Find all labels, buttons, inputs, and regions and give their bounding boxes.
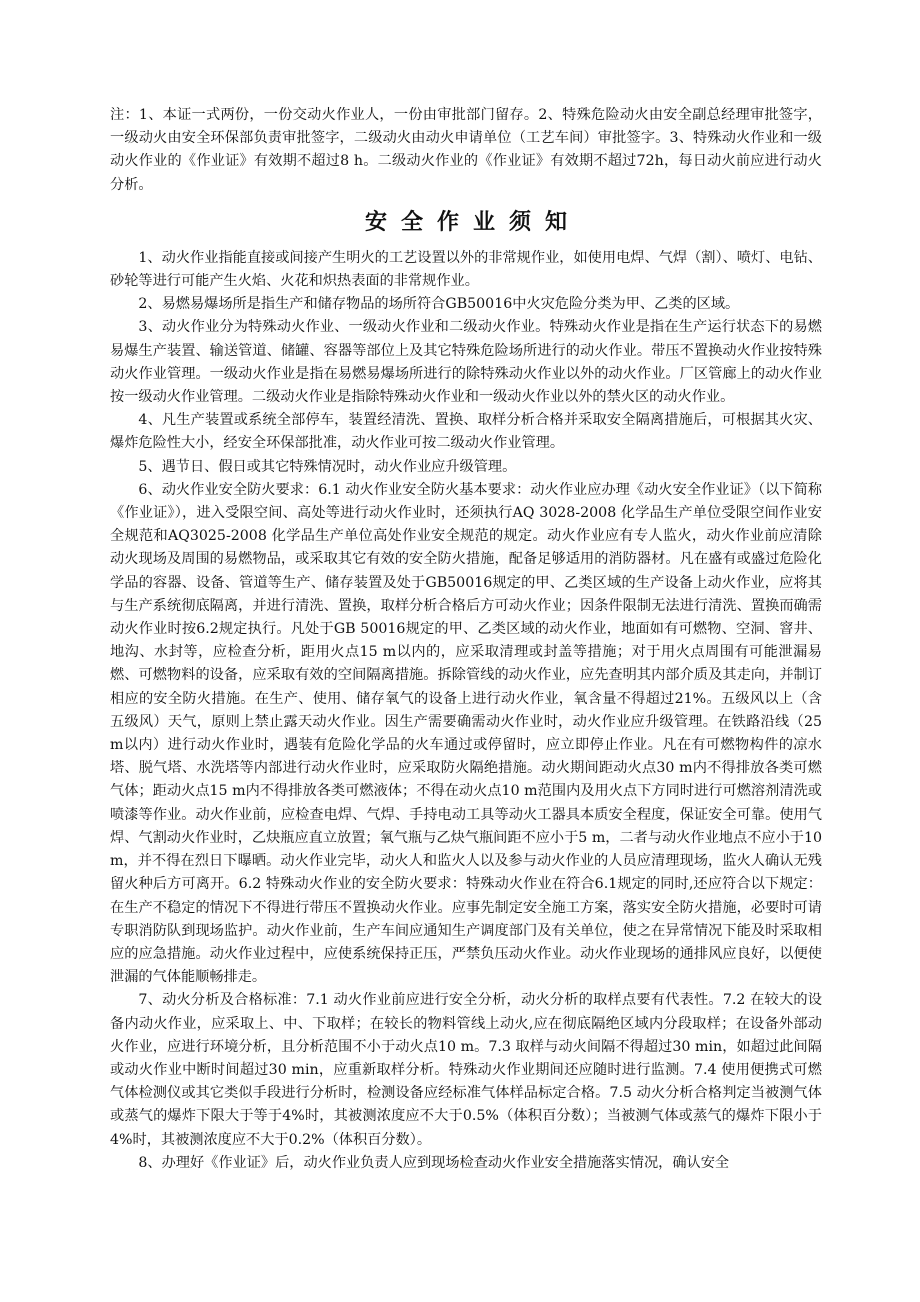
section-title: 安全作业须知 (364, 208, 581, 235)
document-page (110, 104, 822, 1175)
paragraph-3: 3、动火作业分为特殊动火作业、一级动火作业和二级动火作业。特殊动火作业是指在生产运行状态下的易燃易爆生产装置、输送管道、储罐、容器等部位上及其它特殊危险场所进行的动火作业。带压不置换动火作业按特殊动火作业管理。一级动火作业是指在易燃易爆场所进行的除特殊动火作业以外的动火作业。厂区管廊上的动火作业按一级动火作业管理。二级动火作业是指除特殊动火作业和一级动火作业以外的禁火区的动火作业。 (110, 319, 822, 406)
paragraph-8: 8、办理好《作业证》后，动火作业负责人应到现场检查动火作业安全措施落实情况，确认安全 (138, 1154, 730, 1171)
paragraph-7: 7、动火分析及合格标准：7.1 动火作业前应进行安全分析，动火分析的取样点要有代表性。7.2 在较大的设备内动火作业，应采取上、中、下取样；在较长的物料管线上动火,应在彻底隔绝区域内分段取样；在设备外部动火作业，应进行环境分析，且分析范围不小于动火点10 m。7.3 取样与动火间隔不得超过30 min，如超过此间隔或动火作业中断时间超过30 min，应重新取样分析。特殊动火作业期间还应随时进行监测。7.4 使用便携式可燃气体检测仪或其它类似手段进行分析时，检测设备应经标准气体样品标定合格。7.5 动火分析合格判定当被测气体或蒸气的爆炸下限大于等于4%时，其被测浓度应不大于0.5%（体积百分数）；当被测气体或蒸气的爆炸下限小于4%时，其被测浓度应不大于0.2%（体积百分数）。 (110, 992, 822, 1148)
paragraph-2: 2、易燃易爆场所是指生产和储存物品的场所符合GB50016中火灾危险分类为甲、乙类的区域。 (138, 296, 740, 313)
paragraph-5: 5、遇节日、假日或其它特殊情况时，动火作业应升级管理。 (138, 458, 517, 475)
note-paragraph: 注：1、本证一式两份，一份交动火作业人，一份由审批部门留存。2、特殊危险动火由安全副总经理审批签字，一级动火由安全环保部负责审批签字，二级动火由动火申请单位（工艺车间）审批签字。3、特殊动火作业和一级动火作业的《作业证》有效期不超过8 h。二级动火作业的《作业证》有效期不超过72h，每日动火前应进行动火分析。 (110, 107, 822, 193)
paragraph-4: 4、凡生产装置或系统全部停车，装置经清洗、置换、取样分析合格并采取安全隔离措施后，可根据其火灾、爆炸危险性大小，经安全环保部批准，动火作业可按二级动火作业管理。 (110, 412, 822, 452)
paragraph-6: 6、动火作业安全防火要求：6.1 动火作业安全防火基本要求：动火作业应办理《动火安全作业证》（以下简称《作业证》），进入受限空间、高处等进行动火作业时，还须执行AQ 3028-2008 化学品生产单位受限空间作业安全规范和AQ3025-2008 化学品生产单位高处作业安全规范的规定。动火作业应有专人监火，动火作业前应清除动火现场及周围的易燃物品，或采取其它有效的安全防火措施，配备足够适用的消防器材。凡在盛有或盛过危险化学品的容器、设备、管道等生产、储存装置及处于GB50016规定的甲、乙类区域的生产设备上动火作业，应将其与生产系统彻底隔离，并进行清洗、置换，取样分析合格后方可动火作业；因条件限制无法进行清洗、置换而确需动火作业时按6.2规定执行。凡处于GB 50016规定的甲、乙类区域的动火作业，地面如有可燃物、空洞、窨井、地沟、水封等，应检查分析，距用火点15 m以内的，应采取清理或封盖等措施；对于用火点周围有可能泄漏易燃、可燃物料的设备，应采取有效的空间隔离措施。拆除管线的动火作业，应先查明其内部介质及其走向，并制订相应的安全防火措施。在生产、使用、储存氧气的设备上进行动火作业，氧含量不得超过21%。五级风以上（含五级风）天气，原则上禁止露天动火作业。因生产需要确需动火作业时，动火作业应升级管理。在铁路沿线（25 m以内）进行动火作业时，遇装有危险化学品的火车通过或停留时，应立即停止作业。凡在有可燃物构件的凉水塔、脱气塔、水洗塔等内部进行动火作业时，应采取防火隔绝措施。动火期间距动火点30 m内不得排放各类可燃气体；距动火点15 m内不得排放各类可燃液体；不得在动火点10 m范围内及用火点下方同时进行可燃溶剂清洗或喷漆等作业。动火作业前，应检查电焊、气焊、手持电动工具等动火工器具本质安全程度，保证安全可靠。使用气焊、气割动火作业时，乙炔瓶应直立放置；氧气瓶与乙炔气瓶间距不应小于5 m，二者与动火作业地点不应小于10 m，并不得在烈日下曝晒。动火作业完毕，动火人和监火人以及参与动火作业的人员应清理现场，监火人确认无残留火种后方可离开。6.2 特殊动火作业的安全防火要求：特殊动火作业在符合6.1规定的同时,还应符合以下规定： 在生产不稳定的情况下不得进行带压不置换动火作业。应事先制定安全施工方案，落实安全防火措施，必要时可请专职消防队到现场监护。动火作业前，生产车间应通知生产调度部门及有关单位，使之在异常情况下能及时采取相应的应急措施。动火作业过程中，应使系统保持正压，严禁负压动火作业。动火作业现场的通排风应良好，以便使泄漏的气体能顺畅排走。 (110, 481, 822, 986)
paragraph-1: 1、动火作业指能直接或间接产生明火的工艺设置以外的非常规作业，如使用电焊、气焊（割）、喷灯、电钻、砂轮等进行可能产生火焰、火花和炽热表面的非常规作业。 (110, 249, 822, 290)
